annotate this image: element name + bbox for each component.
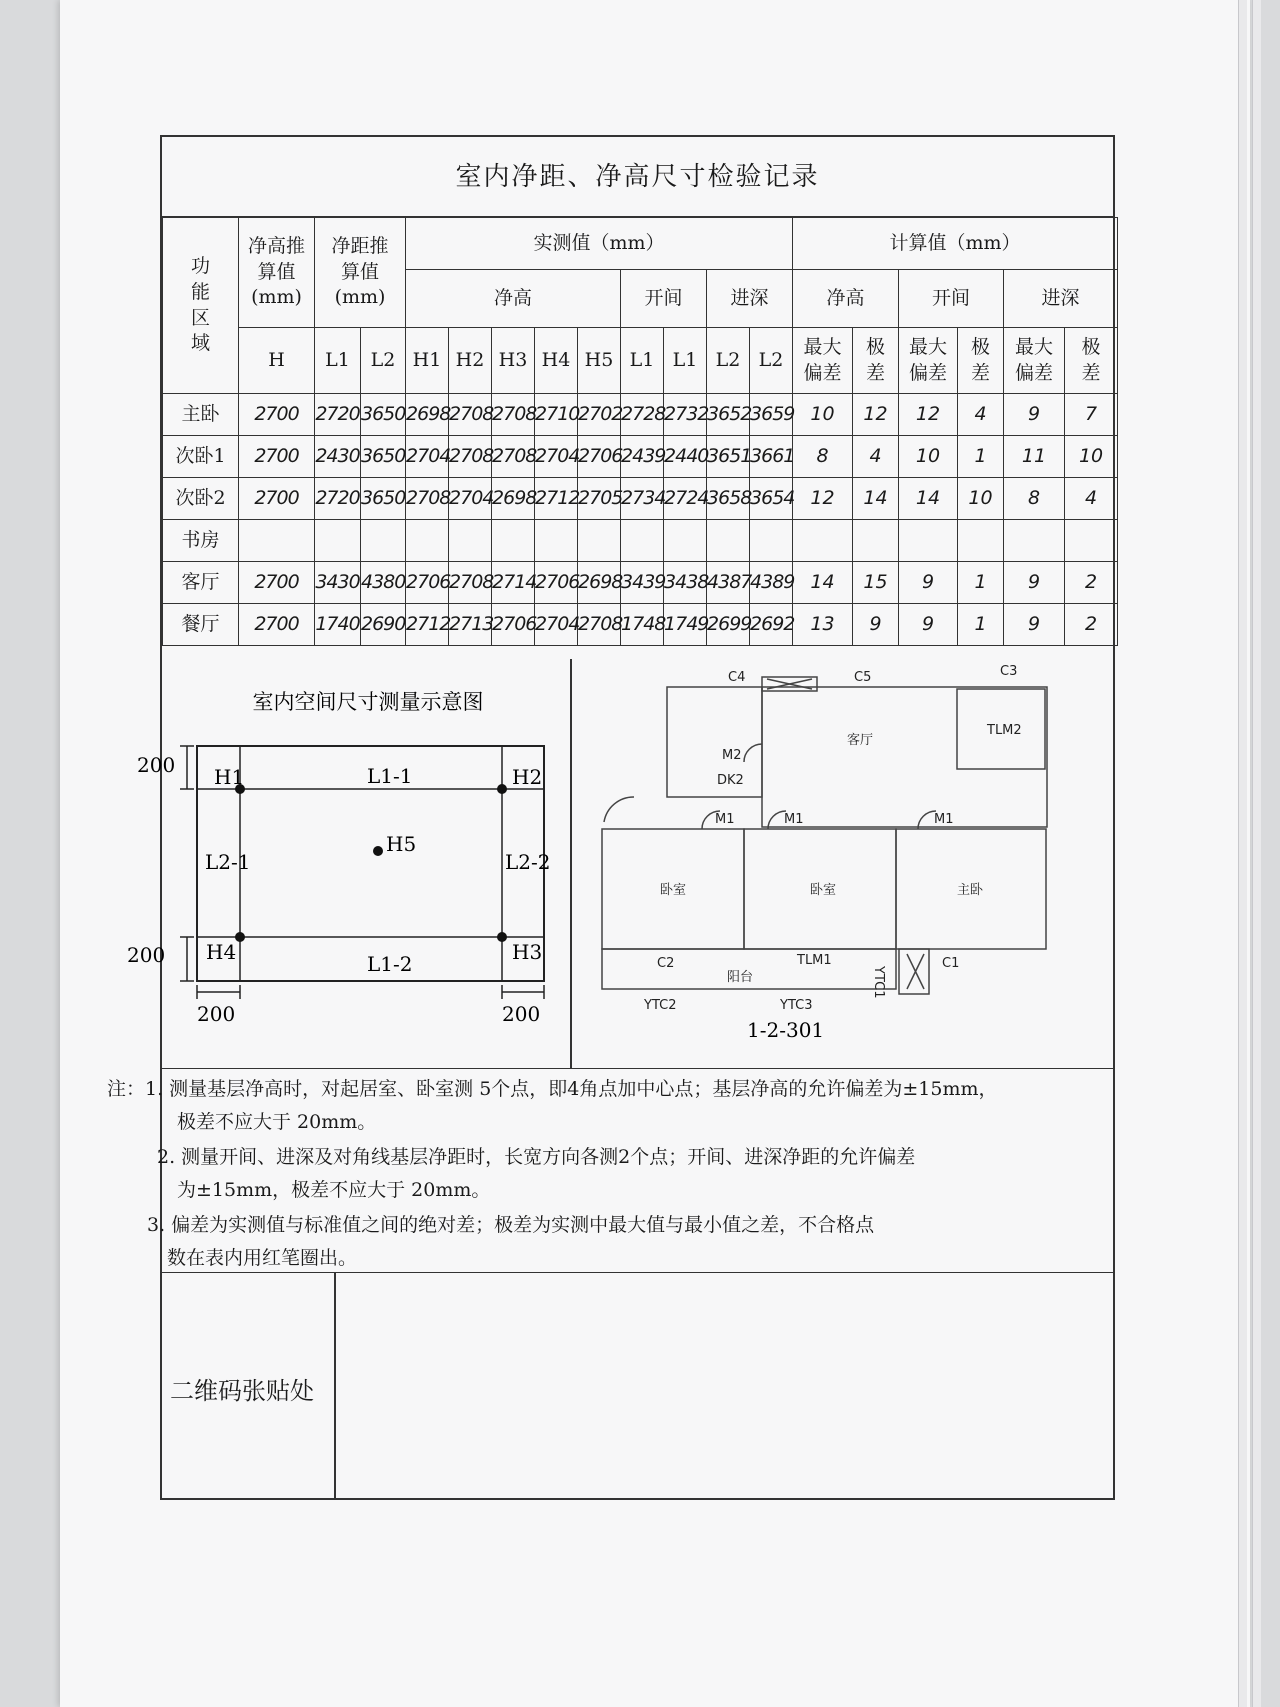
calc-bmax: 9: [899, 604, 958, 646]
notes-section: [107, 1069, 1113, 1273]
measured-L2: 3650: [361, 436, 406, 478]
label-L2-2: L2-2: [505, 850, 551, 874]
measured-mL2a: 2699: [707, 604, 750, 646]
measured-mL1b: 2440: [664, 436, 707, 478]
col-d-range: 极差: [1065, 328, 1118, 394]
plan-TLM1: TLM1: [797, 953, 832, 968]
plan-C2: C2: [657, 956, 675, 971]
label-H5: H5: [386, 832, 417, 856]
calc-bmax: 10: [899, 436, 958, 478]
measured-H: [239, 520, 315, 562]
measured-H4: 2704: [535, 436, 578, 478]
table-row: [163, 562, 1118, 604]
col-h-max-dev: 最大偏差: [793, 328, 853, 394]
plan-TLM2: TLM2: [987, 723, 1022, 738]
room-name: 主卧: [163, 394, 239, 436]
calc-dmax: 9: [1004, 562, 1065, 604]
calc-drange: 2: [1065, 562, 1118, 604]
dim-200-left: 200: [197, 1002, 236, 1026]
plan-C5: C5: [854, 670, 872, 685]
header-l-est: 净距推算值(mm): [315, 218, 406, 328]
calc-drange: [1065, 520, 1118, 562]
calc-dmax: 9: [1004, 394, 1065, 436]
point-H3: [497, 932, 507, 942]
paper-edge: [1238, 0, 1247, 1707]
dim-200-right: 200: [502, 1002, 541, 1026]
calc-bmax: 9: [899, 562, 958, 604]
measured-L2: 2690: [361, 604, 406, 646]
plan-DK2: DK2: [717, 773, 744, 788]
measured-mL1a: 2728: [621, 394, 664, 436]
plan-YTC3: YTC3: [780, 998, 813, 1013]
measured-mL1b: 2732: [664, 394, 707, 436]
qr-section: [162, 1273, 1113, 1500]
measured-mL2b: 3659: [750, 394, 793, 436]
measured-H: 2700: [239, 478, 315, 520]
measured-H1: 2704: [406, 436, 449, 478]
plan-code: 1-2-301: [747, 1018, 825, 1042]
plan-YTC2: YTC2: [644, 998, 677, 1013]
label-H4: H4: [206, 940, 237, 964]
floor-plan: [572, 659, 1117, 1069]
measured-H3: 2708: [492, 436, 535, 478]
measured-H5: 2702: [578, 394, 621, 436]
note-2: 2. 测量开间、进深及对角线基层净距时，长宽方向各测2个点；开间、进深净距的允许偏差: [157, 1146, 916, 1168]
header-net-height: 净高: [406, 270, 621, 328]
col-H: H: [239, 328, 315, 394]
measured-mL1a: 2734: [621, 478, 664, 520]
qr-divider: [334, 1273, 336, 1500]
measured-H2: [449, 520, 492, 562]
diagram-section: [127, 659, 1113, 1069]
calc-bmax: [899, 520, 958, 562]
form-title: 室内净距、净高尺寸检验记录: [162, 137, 1113, 217]
measured-H1: [406, 520, 449, 562]
measured-H5: 2706: [578, 436, 621, 478]
measured-mL1a: 2439: [621, 436, 664, 478]
room-name: 次卧2: [163, 478, 239, 520]
measured-H4: 2710: [535, 394, 578, 436]
measured-L1: 1740: [315, 604, 361, 646]
plan-bed2: 卧室: [810, 883, 837, 898]
plan-bed1: 卧室: [660, 883, 687, 898]
calc-brange: 4: [958, 394, 1004, 436]
measured-L2: [361, 520, 406, 562]
measured-L2: 3650: [361, 478, 406, 520]
col-H1: H1: [406, 328, 449, 394]
measured-L1: [315, 520, 361, 562]
calc-drange: 4: [1065, 478, 1118, 520]
plan-C4: C4: [728, 670, 746, 685]
measured-L1: 2720: [315, 478, 361, 520]
table-row: [163, 394, 1118, 436]
measured-mL2a: 4387: [707, 562, 750, 604]
measured-mL1b: 1749: [664, 604, 707, 646]
table-row: [163, 436, 1118, 478]
measured-H3: 2698: [492, 478, 535, 520]
measured-H2: 2713: [449, 604, 492, 646]
measured-mL2a: [707, 520, 750, 562]
measured-mL1a: 1748: [621, 604, 664, 646]
plan-M1-a: M1: [715, 812, 735, 827]
plan-YTC1: YTC1: [871, 966, 886, 999]
header-depth: 进深: [707, 270, 793, 328]
measured-H2: 2708: [449, 436, 492, 478]
measured-mL2b: 3661: [750, 436, 793, 478]
measured-mL1b: [664, 520, 707, 562]
calc-hrange: 9: [853, 604, 899, 646]
measured-H: 2700: [239, 562, 315, 604]
calc-bmax: 14: [899, 478, 958, 520]
measured-H: 2700: [239, 394, 315, 436]
measured-mL1a: [621, 520, 664, 562]
measured-mL1b: 3438: [664, 562, 707, 604]
qr-label: 二维码张贴处: [170, 1377, 314, 1405]
note-1: 注：1. 测量基层净高时，对起居室、卧室测 5个点，即4角点加中心点；基层净高的允许偏差为±15mm，: [107, 1078, 998, 1100]
plan-master: 主卧: [957, 883, 984, 898]
measured-L1: 2430: [315, 436, 361, 478]
calc-drange: 7: [1065, 394, 1118, 436]
room-name: 次卧1: [163, 436, 239, 478]
measured-L2: 4380: [361, 562, 406, 604]
col-H4: H4: [535, 328, 578, 394]
calc-hrange: 12: [853, 394, 899, 436]
calc-dmax: 9: [1004, 604, 1065, 646]
header-calc-depth: 进深: [1004, 270, 1118, 328]
measured-H3: [492, 520, 535, 562]
calc-hrange: [853, 520, 899, 562]
plan-living: 客厅: [847, 733, 874, 748]
col-mL1a: L1: [621, 328, 664, 394]
header-calc-bay: 开间: [899, 270, 1004, 328]
measured-H4: 2712: [535, 478, 578, 520]
col-H3: H3: [492, 328, 535, 394]
measurement-schematic: [127, 659, 570, 1069]
calc-brange: [958, 520, 1004, 562]
measured-H2: 2708: [449, 394, 492, 436]
room-name: 餐厅: [163, 604, 239, 646]
note-3-cont: 数在表内用红笔圈出。: [167, 1247, 358, 1269]
measured-H4: [535, 520, 578, 562]
note-2-cont: 为±15mm，极差不应大于 20mm。: [177, 1179, 491, 1201]
paper-edge: [1252, 0, 1261, 1707]
measured-mL1b: 2724: [664, 478, 707, 520]
room-name: 书房: [163, 520, 239, 562]
measured-H1: 2698: [406, 394, 449, 436]
calc-hrange: 15: [853, 562, 899, 604]
measured-H2: 2704: [449, 478, 492, 520]
measured-mL2a: 3658: [707, 478, 750, 520]
header-measured: 实测值（mm）: [406, 218, 793, 270]
col-d-max-dev: 最大偏差: [1004, 328, 1065, 394]
measured-mL2b: 4389: [750, 562, 793, 604]
calc-hrange: 4: [853, 436, 899, 478]
measured-mL1a: 3439: [621, 562, 664, 604]
label-H2: H2: [512, 765, 543, 789]
measured-H4: 2706: [535, 562, 578, 604]
header-calc: 计算值（mm）: [793, 218, 1118, 270]
calc-dmax: [1004, 520, 1065, 562]
col-mL1b: L1: [664, 328, 707, 394]
calc-hmax: [793, 520, 853, 562]
plan-balcony: 阳台: [727, 970, 754, 985]
measured-L2: 3650: [361, 394, 406, 436]
measured-H: 2700: [239, 436, 315, 478]
calc-brange: 1: [958, 436, 1004, 478]
label-L2-1: L2-1: [205, 850, 251, 874]
col-L2: L2: [361, 328, 406, 394]
calc-hrange: 14: [853, 478, 899, 520]
calc-hmax: 12: [793, 478, 853, 520]
measured-L1: 3430: [315, 562, 361, 604]
col-b-max-dev: 最大偏差: [899, 328, 958, 394]
plan-M1-c: M1: [934, 812, 954, 827]
dim-200-bottom: 200: [127, 943, 166, 967]
measured-H1: 2712: [406, 604, 449, 646]
col-mL2a: L2: [707, 328, 750, 394]
calc-brange: 1: [958, 562, 1004, 604]
col-H5: H5: [578, 328, 621, 394]
measured-mL2a: 3652: [707, 394, 750, 436]
calc-bmax: 12: [899, 394, 958, 436]
plan-C1: C1: [942, 956, 960, 971]
plan-M1-b: M1: [784, 812, 804, 827]
calc-dmax: 8: [1004, 478, 1065, 520]
calc-hmax: 8: [793, 436, 853, 478]
note-1-cont: 极差不应大于 20mm。: [177, 1111, 377, 1133]
calc-drange: 2: [1065, 604, 1118, 646]
calc-hmax: 14: [793, 562, 853, 604]
note-3: 3. 偏差为实测值与标准值之间的绝对差；极差为实测中最大值与最小值之差，不合格点: [147, 1214, 875, 1236]
label-H1: H1: [214, 765, 245, 789]
schematic-title: 室内空间尺寸测量示意图: [252, 690, 484, 714]
measured-H3: 2714: [492, 562, 535, 604]
point-H5: [373, 846, 383, 856]
measured-H1: 2708: [406, 478, 449, 520]
dim-200-top: 200: [137, 753, 176, 777]
label-L1-2: L1-2: [367, 952, 413, 976]
measurement-table: [162, 217, 1118, 646]
calc-brange: 10: [958, 478, 1004, 520]
measured-mL2b: [750, 520, 793, 562]
table-row: [163, 604, 1118, 646]
calc-hmax: 13: [793, 604, 853, 646]
header-area: 功能区域: [163, 218, 239, 394]
measured-H5: 2698: [578, 562, 621, 604]
table-row: [163, 520, 1118, 562]
col-h-range: 极差: [853, 328, 899, 394]
point-H2: [497, 784, 507, 794]
measured-mL2a: 3651: [707, 436, 750, 478]
col-b-range: 极差: [958, 328, 1004, 394]
measured-H4: 2704: [535, 604, 578, 646]
measured-H2: 2708: [449, 562, 492, 604]
calc-hmax: 10: [793, 394, 853, 436]
measured-H5: 2705: [578, 478, 621, 520]
measured-H5: 2708: [578, 604, 621, 646]
measured-mL2b: 3654: [750, 478, 793, 520]
measured-H1: 2706: [406, 562, 449, 604]
measured-L1: 2720: [315, 394, 361, 436]
label-H3: H3: [512, 940, 543, 964]
measured-H3: 2708: [492, 394, 535, 436]
col-H2: H2: [449, 328, 492, 394]
header-calc-net-height: 净高: [793, 270, 899, 328]
calc-dmax: 11: [1004, 436, 1065, 478]
plan-M2: M2: [722, 748, 742, 763]
table-row: [163, 478, 1118, 520]
calc-brange: 1: [958, 604, 1004, 646]
calc-drange: 10: [1065, 436, 1118, 478]
col-L1: L1: [315, 328, 361, 394]
room-name: 客厅: [163, 562, 239, 604]
plan-C3: C3: [1000, 664, 1018, 679]
header-bay: 开间: [621, 270, 707, 328]
label-L1-1: L1-1: [367, 764, 413, 788]
col-mL2b: L2: [750, 328, 793, 394]
inspection-form: [107, 135, 1115, 1500]
measured-H3: 2706: [492, 604, 535, 646]
measured-H: 2700: [239, 604, 315, 646]
header-h-est: 净高推算值(mm): [239, 218, 315, 328]
measured-H5: [578, 520, 621, 562]
data-rows: [163, 394, 1118, 646]
measured-mL2b: 2692: [750, 604, 793, 646]
point-H4: [235, 932, 245, 942]
